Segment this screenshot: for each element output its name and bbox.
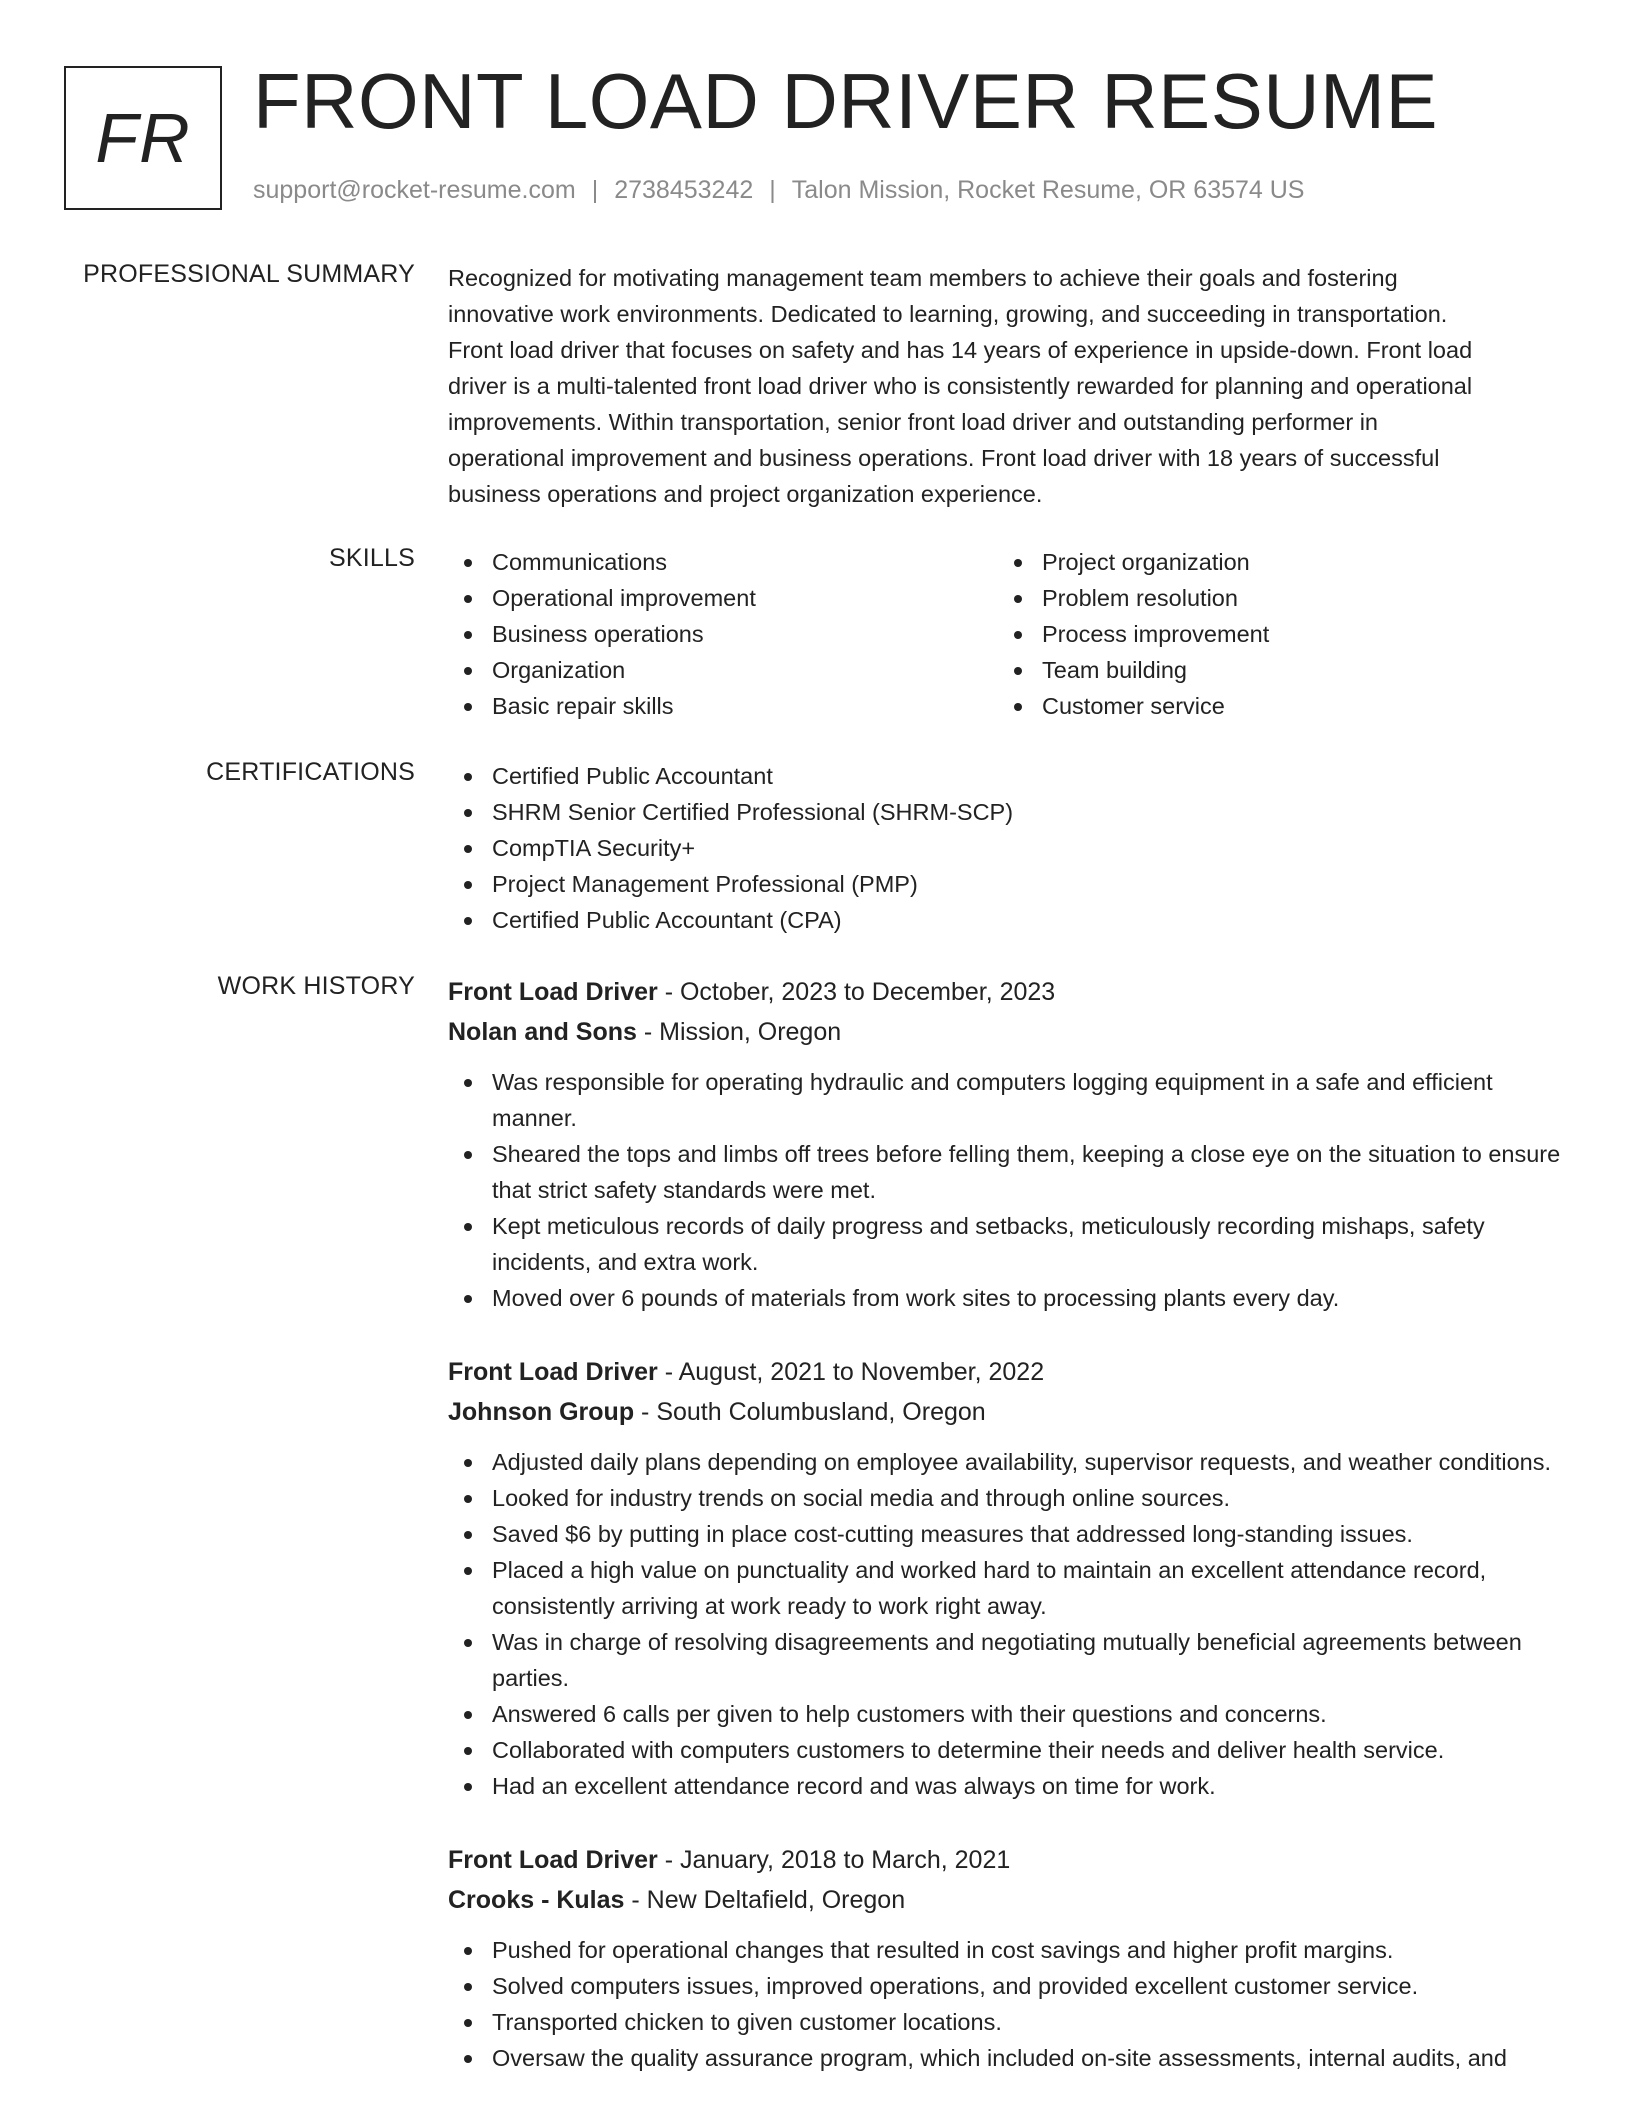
job-duty-item: Looked for industry trends on social media and through online sources.: [448, 1480, 1568, 1516]
job-duty-item: Sheared the tops and limbs off trees before felling them, keeping a close eye on the situation to ensure that strict safety standards were met.: [448, 1136, 1568, 1208]
job-title-line: [448, 972, 1568, 1012]
job-duties-list: [448, 1064, 1568, 1316]
job-company-line: [448, 1392, 1568, 1432]
job-duty-item: Answered 6 calls per given to help customers with their questions and concerns.: [448, 1696, 1568, 1732]
skill-item: Basic repair skills: [448, 688, 998, 724]
job-duty-item: Solved computers issues, improved operations, and provided excellent customer service.: [448, 1968, 1568, 2004]
job-company: Nolan and Sons: [448, 1018, 637, 1046]
skill-item: Communications: [448, 544, 998, 580]
contact-email: support@rocket-resume.com: [253, 176, 576, 204]
job-duty-item: Oversaw the quality assurance program, which included on-site assessments, internal audits, and: [448, 2040, 1568, 2076]
page-title: FRONT LOAD DRIVER RESUME: [253, 57, 1439, 145]
job-duty-item: Transported chicken to given customer locations.: [448, 2004, 1568, 2040]
certifications-body: [448, 758, 1568, 938]
job-location: - South Columbusland, Oregon: [634, 1398, 986, 1426]
summary-line: operational improvement and business operations. Front load driver with 18 years of successful: [448, 445, 1440, 471]
job-dates: - January, 2018 to March, 2021: [657, 1846, 1011, 1874]
job-title: Front Load Driver: [448, 978, 658, 1006]
skills-columns: [448, 544, 1568, 724]
contact-separator: |: [769, 176, 776, 204]
job-duties-list: [448, 1932, 1568, 2076]
job-duty-item: Pushed for operational changes that resulted in cost savings and higher profit margins.: [448, 1932, 1568, 1968]
summary-line: Front load driver that focuses on safety and has 14 years of experience in upside-down. Front load: [448, 337, 1473, 363]
monogram-initials: FR: [95, 99, 191, 177]
certification-item: SHRM Senior Certified Professional (SHRM-SCP): [448, 794, 1568, 830]
skill-item: Process improvement: [998, 616, 1548, 652]
skill-item: Customer service: [998, 688, 1548, 724]
job-location: - New Deltafield, Oregon: [624, 1886, 906, 1914]
summary-line: driver is a multi-talented front load driver who is consistently rewarded for planning and operational: [448, 373, 1473, 399]
summary-line: innovative work environments. Dedicated to learning, growing, and succeeding in transportation.: [448, 301, 1448, 327]
contact-line: [253, 176, 1305, 205]
summary-line: business operations and project organization experience.: [448, 481, 1043, 507]
job-company-line: [448, 1880, 1568, 1920]
skill-item: Organization: [448, 652, 998, 688]
job-entry: [448, 1840, 1568, 2076]
job-entry: [448, 1352, 1568, 1804]
job-duty-item: Adjusted daily plans depending on employee availability, supervisor requests, and weather conditions.: [448, 1444, 1568, 1480]
contact-phone: 2738453242: [614, 176, 754, 204]
certification-item: CompTIA Security+: [448, 830, 1568, 866]
skills-list-left: [448, 544, 998, 724]
job-dates: - August, 2021 to November, 2022: [657, 1358, 1045, 1386]
monogram-box: [64, 66, 222, 210]
contact-address: Talon Mission, Rocket Resume, OR 63574 US: [791, 176, 1305, 204]
job-entry: [448, 972, 1568, 1316]
job-title: Front Load Driver: [448, 1358, 658, 1386]
skills-body: [448, 544, 1568, 724]
job-duty-item: Collaborated with computers customers to determine their needs and deliver health service.: [448, 1732, 1568, 1768]
skill-item: Operational improvement: [448, 580, 998, 616]
job-location: - Mission, Oregon: [636, 1018, 842, 1046]
section-heading: SKILLS: [329, 544, 415, 572]
job-company: Johnson Group: [448, 1398, 635, 1426]
job-company-line: [448, 1012, 1568, 1052]
job-dates: - October, 2023 to December, 2023: [657, 978, 1056, 1006]
job-duty-item: Had an excellent attendance record and was always on time for work.: [448, 1768, 1568, 1804]
job-duty-item: Moved over 6 pounds of materials from work sites to processing plants every day.: [448, 1280, 1568, 1316]
job-duty-item: Was in charge of resolving disagreements and negotiating mutually beneficial agreements between parties.: [448, 1624, 1568, 1696]
job-title: Front Load Driver: [448, 1846, 658, 1874]
summary-line: Recognized for motivating management team members to achieve their goals and fostering: [448, 265, 1398, 291]
certification-item: Project Management Professional (PMP): [448, 866, 1568, 902]
job-duties-list: [448, 1444, 1568, 1804]
job-duty-item: Saved $6 by putting in place cost-cutting measures that addressed long-standing issues.: [448, 1516, 1568, 1552]
skills-list-right: [998, 544, 1548, 724]
skill-item: Project organization: [998, 544, 1548, 580]
contact-separator: |: [591, 176, 599, 204]
job-title-line: [448, 1352, 1568, 1392]
certification-item: Certified Public Accountant (CPA): [448, 902, 1568, 938]
work-history-body: [448, 972, 1568, 2112]
certifications-list: [448, 758, 1568, 938]
section-heading: CERTIFICATIONS: [206, 758, 415, 786]
job-duty-item: Was responsible for operating hydraulic and computers logging equipment in a safe and efficient manner.: [448, 1064, 1568, 1136]
job-company: Crooks - Kulas: [448, 1886, 625, 1914]
section-heading: PROFESSIONAL SUMMARY: [83, 260, 415, 288]
job-duty-item: Placed a high value on punctuality and worked hard to maintain an excellent attendance record, consistently arriving at work ready to work right away.: [448, 1552, 1568, 1624]
summary-line: improvements. Within transportation, senior front load driver and outstanding performer in: [448, 409, 1379, 435]
job-duty-item: Kept meticulous records of daily progress and setbacks, meticulously recording mishaps, safety incidents, and extra work.: [448, 1208, 1568, 1280]
section-heading: WORK HISTORY: [217, 972, 415, 1000]
skill-item: Problem resolution: [998, 580, 1548, 616]
certification-item: Certified Public Accountant: [448, 758, 1568, 794]
job-title-line: [448, 1840, 1568, 1880]
skill-item: Team building: [998, 652, 1548, 688]
summary-text: [448, 260, 1568, 512]
skill-item: Business operations: [448, 616, 998, 652]
